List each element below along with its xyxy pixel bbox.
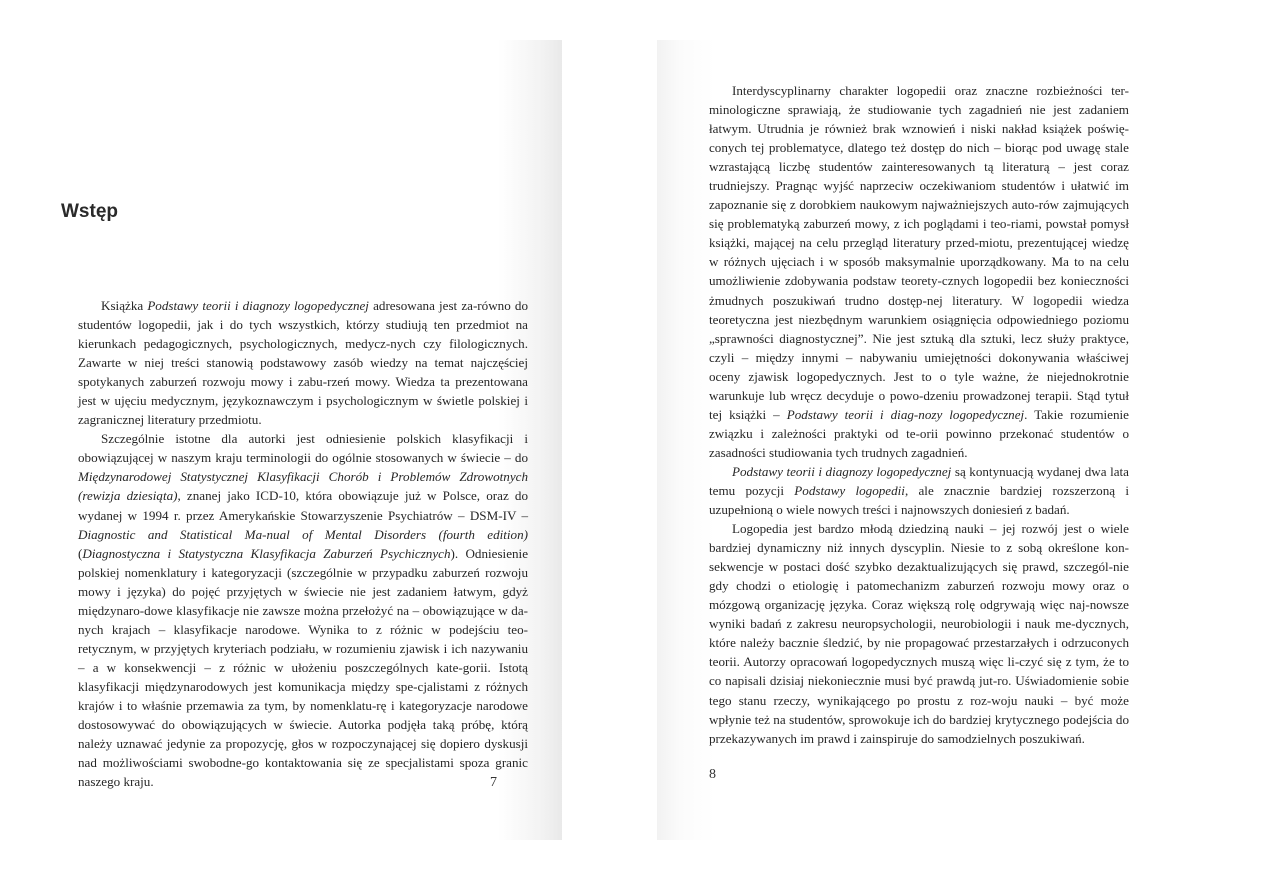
italic-text: Podstawy logopedii xyxy=(794,482,905,498)
text-segment: Logopedia jest bardzo młodą dziedziną nauki – jej rozwój jest o wiele bardziej dynamiczny niż innych dyscyplin. Niesie to z sobą określone kon-sekwencje w postaci dość szybko dezaktualizujących się prawd, szczegól-nie gdy chodzi o etiologię i patomechanizm zaburzeń rozwoju mowy oraz o mózgową organizację języka. Coraz większą rolę odgrywają więc naj-nowsze wyniki badań z zakresu neuropsychologii, neurobiologii i nauk me-dycznych, które należy bacznie śledzić, by nie propagować przestarzałych i odrzuconych teorii. Autorzy opracowań logopedycznych muszą więc li-czyć się z tym, że to co napisali dzisiaj niekoniecznie musi być prawdą jut-ro. Uświadomienie sobie tego stanu rzeczy, wynikającego po prostu z roz-woju nauki – być może wpłynie też na studentów, sprowokuje ich do bardziej krytycznego podejścia do przekazywanych im prawd i zainspiruje do samodzielnych poszukiwań. xyxy=(709,521,1129,746)
gutter xyxy=(562,40,657,840)
paragraph xyxy=(709,462,1129,519)
italic-text: Podstawy teorii i diagnozy logopedycznej xyxy=(147,298,369,313)
page-number-left: 7 xyxy=(490,775,497,790)
chapter-heading: Wstęp xyxy=(61,201,118,222)
text-segment: . Takie rozumienie związku i zależności praktyki od te-orii powinno przekonać studentów o zasadności studiowania tych trudnych zagadnień. xyxy=(709,406,1129,460)
text-segment: ( xyxy=(78,545,83,561)
paragraph xyxy=(78,296,528,429)
text-segment: Szczególnie istotne dla autorki jest odniesienie polskich klasyfikacji i obowiązującej w naszym kraju terminologii do ogólnie stosowanych w świecie – do xyxy=(78,431,528,466)
left-page xyxy=(30,40,562,840)
text-segment: adresowana jest za-równo do studentów logopedii, jak i do tych wszystkich, którzy studiują ten przedmiot na kierunkach pedagogicznych, psychologicznych, medycz-nych czy filologicznych. Zawarte w niej treści stanowią podstawowy zasób wiedzy na temat najczęściej spotykanych zaburzeń rozwoju mowy i zabu-rzeń mowy. Wiedza ta prezentowana jest w ujęciu medycznym, językoznawczym i psychologicznym w świetle polskiej i zagranicznej literatury przedmiotu. xyxy=(78,298,528,428)
italic-text: Podstawy teorii i diag-nozy logopedycznej xyxy=(786,406,1025,422)
text-segment: , ale znacznie bardziej rozszerzoną i uzupełnioną o wiele nowych treści i najnowszych doniesień z badań. xyxy=(709,482,1129,518)
italic-text: Podstawy teorii i diagnozy logopedycznej xyxy=(732,463,952,479)
text-segment: Interdyscyplinarny charakter logopedii oraz znaczne rozbieżności ter-minologiczne sprawiają, że studiowanie tych zagadnień nie jest zadaniem łatwym. Utrudnia je również brak wznowień i niski nakład książek poświę-conych tej problematyce, dlatego też dostęp do nich – biorąc pod uwagę stale wzrastającą liczbę studentów zainteresowanych tą literaturą – jest coraz trudniejszy. Pragnąc wyjść naprzeciw oczekiwaniom studentów i ułatwić im zapoznanie się z dorobkiem naukowym najważniejszych auto-rów zajmujących się problematyką zaburzeń mowy, z ich poglądami i teo-riami, powstał pomysł książki, mającej na celu przegląd literatury przed-miotu, prezentującej wiedzę w różnych ujęciach i w sposób maksymalnie uporządkowany. Ma to na celu umożliwienie zdobywania podstaw teorety-cznych logopedii bez konieczności żmudnych poszukiwań trudno dostęp-nej literatury. W logopedii wiedza teoretyczna jest niezbędnym warunkiem osiągnięcia odpowiedniego poziomu „sprawności diagnostycznej”. Nie jest sztuką dla sztuki, lecz służy praktyce, czyli – między innymi – nabywaniu umiejętności dokonywania właściwej oceny zjawisk logopedycznych. Jest to o tyle ważne, że niejednokrotnie warunkuje lub wręcz decyduje o powo-dzeniu prowadzonej terapii. Stąd tytuł tej książki – xyxy=(709,83,1129,422)
text-segment: są kontynuacją wydanej dwa lata temu pozycji xyxy=(709,463,1129,498)
italic-text: Diagnostyczna i Statystyczna Klasyfikacja Zaburzeń Psychicznych xyxy=(82,545,451,561)
text-segment: Książka xyxy=(101,298,148,313)
italic-text: Diagnostic and Statistical Ma-nual of Mental Disorders (fourth edition) xyxy=(78,526,528,542)
right-page xyxy=(657,40,1233,840)
paragraph xyxy=(709,81,1129,462)
page-number-right: 8 xyxy=(709,767,716,782)
text-segment: , znanej jako ICD-10, która obowiązuje już w Polsce, oraz do wydanej w 1994 r. przez Amerykańskie Stowarzyszenie Psychiatrów – DSM-IV – xyxy=(78,488,528,523)
italic-text: Międzynarodowej Statystycznej Klasyfikacji Chorób i Problemów Zdrowotnych (rewizja dziesiąta) xyxy=(78,469,528,504)
paragraph xyxy=(709,519,1129,748)
paragraph xyxy=(78,429,528,791)
left-page-body xyxy=(78,296,528,791)
right-page-body xyxy=(709,81,1129,748)
text-segment: ). Odniesienie polskiej nomenklatury i kategoryzacji (szczególnie w przypadku zaburzeń rozwoju mowy i języka) do pojęć przyjętych w świecie nie jest zadaniem łatwym, gdyż międzynaro-dowe klasyfikacje nie zawsze można przełożyć na – obowiązujące w da-nych krajach – klasyfikacje narodowe. Wynika to z różnic w podejściu teo-retycznym, w przyjętych kryteriach podziału, w rozumieniu zjawisk i ich nazywaniu – a w konsekwencji – z różnic w ułożeniu poszczególnych kate-gorii. Istotą klasyfikacji międzynarodowych jest komunikacja między spe-cjalistami z różnych krajów i to właśnie przemawia za tym, by nomenklatu-rę i kategoryzacje narodowe dostosowywać do obowiązujących w świecie. Autorka podjęła taką próbę, którą należy uznawać jedynie za propozycję, głos w rozpoczynającej się dopiero dyskusji nad możliwościami swobodne-go kontaktowania się ze specjalistami spoza granic naszego kraju. xyxy=(78,545,529,790)
